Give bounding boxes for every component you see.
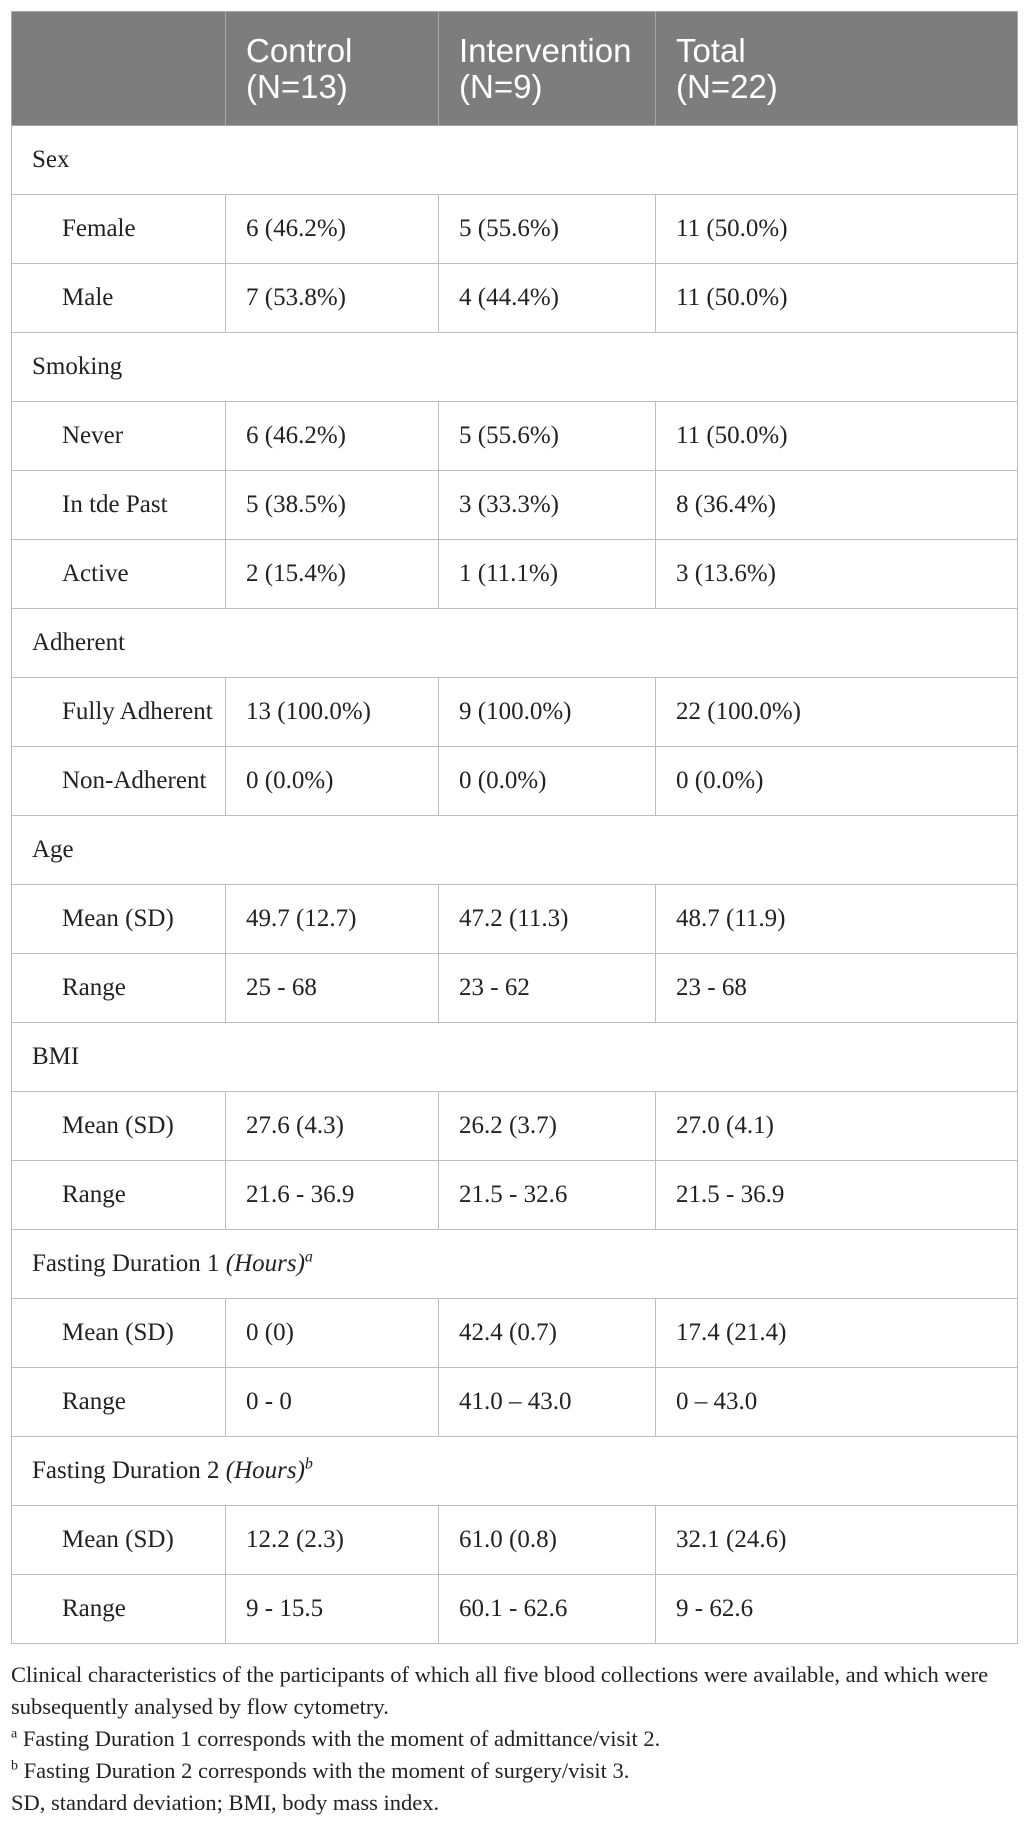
table-row [12,264,1018,333]
total-value-cell: 11 (50.0%) [656,195,1018,264]
intervention-value-cell: 47.2 (11.3) [439,885,656,954]
section-header-row [12,126,1018,195]
row-label-cell: Mean (SD) [12,1092,226,1161]
row-label-cell: Female [12,195,226,264]
section-unit: (Hours) [225,1250,305,1277]
row-label-cell: Range [12,1575,226,1644]
control-value-cell: 0 (0) [226,1299,439,1368]
intervention-value-cell: 5 (55.6%) [439,195,656,264]
row-label-cell: In tde Past [12,471,226,540]
header-cell-total [656,12,1018,126]
total-value-cell: 22 (100.0%) [656,678,1018,747]
total-value-cell: 27.0 (4.1) [656,1092,1018,1161]
total-value-cell: 0 – 43.0 [656,1368,1018,1437]
section-header-row [12,333,1018,402]
table-row [12,195,1018,264]
table-row [12,885,1018,954]
total-value-cell: 32.1 (24.6) [656,1506,1018,1575]
control-value-cell: 0 (0.0%) [226,747,439,816]
section-footnote-mark: a [304,1248,313,1266]
intervention-value-cell: 5 (55.6%) [439,402,656,471]
row-label-cell: Mean (SD) [12,885,226,954]
characteristics-table [11,11,1018,1644]
row-label-cell: Male [12,264,226,333]
control-value-cell: 6 (46.2%) [226,195,439,264]
control-value-cell: 21.6 - 36.9 [226,1161,439,1230]
row-label-cell: Mean (SD) [12,1506,226,1575]
section-title: Sex [32,146,70,173]
section-header-row [12,1023,1018,1092]
table-row [12,471,1018,540]
table-row [12,954,1018,1023]
table-row [12,402,1018,471]
footnote-a-mark: a [11,1726,18,1742]
section-header-row [12,1230,1018,1299]
control-value-cell: 0 - 0 [226,1368,439,1437]
table-notes [11,1659,1017,1819]
control-value-cell: 7 (53.8%) [226,264,439,333]
intervention-value-cell: 61.0 (0.8) [439,1506,656,1575]
total-value-cell: 11 (50.0%) [656,264,1018,333]
intervention-value-cell: 9 (100.0%) [439,678,656,747]
control-value-cell: 6 (46.2%) [226,402,439,471]
section-title-cell [12,1230,1018,1299]
section-header-row [12,609,1018,678]
section-header-row [12,816,1018,885]
table-row [12,678,1018,747]
section-title-cell [12,333,1018,402]
row-label-cell: Mean (SD) [12,1299,226,1368]
intervention-value-cell: 26.2 (3.7) [439,1092,656,1161]
section-title-cell [12,816,1018,885]
header-line-1: Control [246,31,353,69]
total-value-cell: 8 (36.4%) [656,471,1018,540]
control-value-cell: 27.6 (4.3) [226,1092,439,1161]
control-value-cell: 5 (38.5%) [226,471,439,540]
table-row [12,540,1018,609]
section-header-row [12,1437,1018,1506]
total-value-cell: 0 (0.0%) [656,747,1018,816]
total-value-cell: 11 (50.0%) [656,402,1018,471]
abbreviations-note: SD, standard deviation; BMI, body mass index. [11,1790,440,1815]
total-value-cell: 21.5 - 36.9 [656,1161,1018,1230]
table-caption: Clinical characteristics of the participants of which all five blood collections were available, and which were subsequently analysed by flow cytometry. [11,1662,989,1719]
section-title-cell [12,1437,1018,1506]
footnote-b [11,1755,1017,1787]
table-row [12,1299,1018,1368]
intervention-value-cell: 0 (0.0%) [439,747,656,816]
section-title: Adherent [32,629,126,656]
footnote-a-text: Fasting Duration 1 corresponds with the moment of admittance/visit 2. [17,1726,661,1751]
total-value-cell: 48.7 (11.9) [656,885,1018,954]
table-row [12,1575,1018,1644]
header-cell-intervention [439,12,656,126]
control-value-cell: 2 (15.4%) [226,540,439,609]
row-label-cell: Active [12,540,226,609]
intervention-value-cell: 3 (33.3%) [439,471,656,540]
table-body [12,126,1018,1644]
characteristics-table-container [11,11,1017,1644]
row-label-cell: Range [12,1368,226,1437]
footnote-b-text: Fasting Duration 2 corresponds with the moment of surgery/visit 3. [18,1758,630,1783]
table-row [12,1161,1018,1230]
section-title-cell [12,126,1018,195]
header-line-1: Intervention [459,31,632,69]
section-title-cell [12,609,1018,678]
header-cell-control [226,12,439,126]
section-title: Fasting Duration 2 [32,1457,226,1484]
section-title: BMI [32,1043,80,1070]
header-cell-blank [12,12,226,126]
header-line-2: (N=13) [246,67,348,105]
section-title: Fasting Duration 1 [32,1250,226,1277]
table-row [12,1506,1018,1575]
control-value-cell: 12.2 (2.3) [226,1506,439,1575]
control-value-cell: 13 (100.0%) [226,678,439,747]
header-line-2: (N=22) [676,67,778,105]
row-label-cell: Fully Adherent [12,678,226,747]
section-title-cell [12,1023,1018,1092]
intervention-value-cell: 1 (11.1%) [439,540,656,609]
row-label-cell: Non-Adherent [12,747,226,816]
row-label-cell: Range [12,1161,226,1230]
intervention-value-cell: 60.1 - 62.6 [439,1575,656,1644]
section-title: Smoking [32,353,123,380]
control-value-cell: 25 - 68 [226,954,439,1023]
intervention-value-cell: 42.4 (0.7) [439,1299,656,1368]
control-value-cell: 9 - 15.5 [226,1575,439,1644]
row-label-cell: Never [12,402,226,471]
table-row [12,1092,1018,1161]
section-unit: (Hours) [225,1457,305,1484]
header-line-2: (N=9) [459,67,543,105]
footnote-a [11,1723,1017,1755]
header-line-1: Total [676,31,746,69]
footnote-b-mark: b [11,1758,18,1774]
intervention-value-cell: 4 (44.4%) [439,264,656,333]
section-footnote-mark: b [304,1455,313,1473]
row-label-cell: Range [12,954,226,1023]
table-row [12,1368,1018,1437]
header-row [12,12,1018,126]
section-title: Age [32,836,74,863]
control-value-cell: 49.7 (12.7) [226,885,439,954]
total-value-cell: 3 (13.6%) [656,540,1018,609]
total-value-cell: 9 - 62.6 [656,1575,1018,1644]
table-header [12,12,1018,126]
intervention-value-cell: 21.5 - 32.6 [439,1161,656,1230]
total-value-cell: 17.4 (21.4) [656,1299,1018,1368]
intervention-value-cell: 23 - 62 [439,954,656,1023]
total-value-cell: 23 - 68 [656,954,1018,1023]
intervention-value-cell: 41.0 – 43.0 [439,1368,656,1437]
table-row [12,747,1018,816]
